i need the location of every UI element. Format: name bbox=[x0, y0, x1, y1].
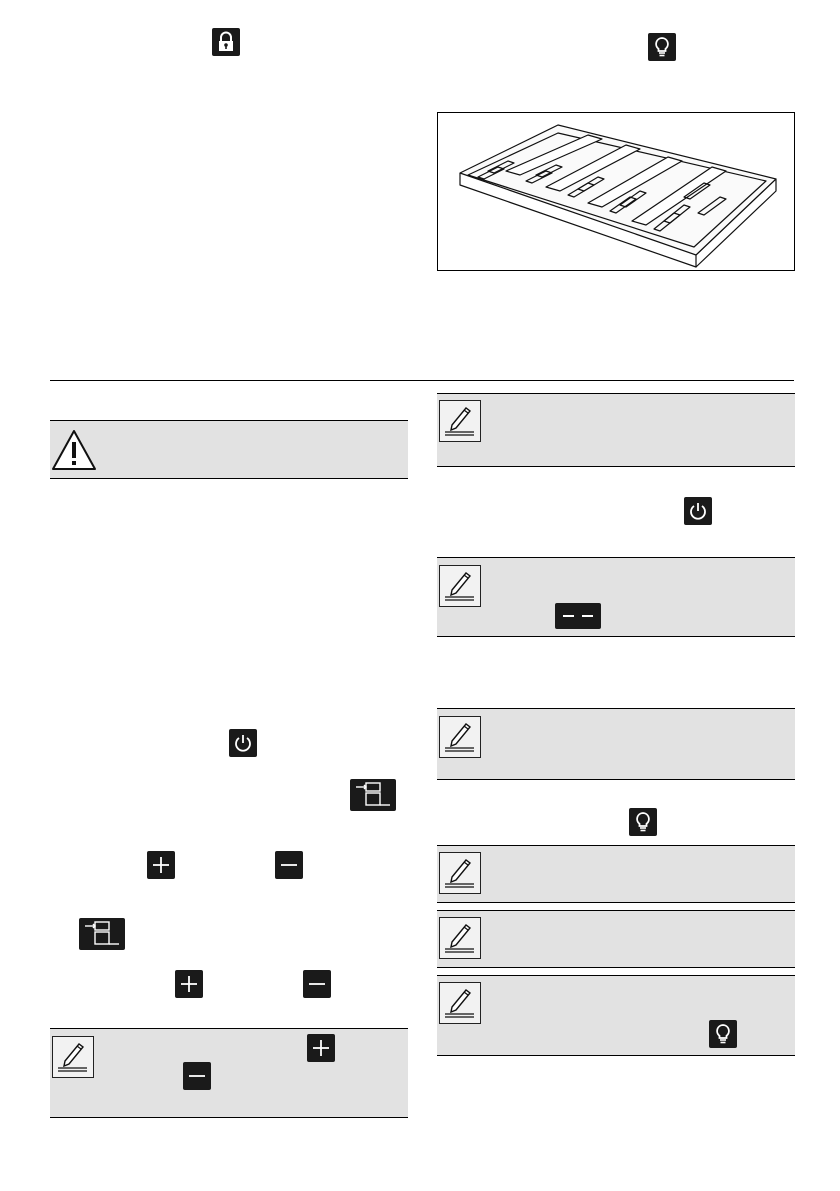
shelf-mode-icon bbox=[79, 918, 125, 950]
note-box-top-rule bbox=[437, 910, 795, 911]
double-dash-display-icon bbox=[555, 603, 601, 629]
note-box-bottom-rule bbox=[437, 636, 795, 637]
note-box-bottom-rule bbox=[437, 902, 795, 903]
warning-triangle-icon bbox=[51, 428, 97, 472]
note-box bbox=[437, 975, 795, 1055]
pencil-note-icon bbox=[439, 917, 481, 959]
warning-box-top-rule bbox=[50, 420, 408, 421]
pencil-note-icon bbox=[439, 716, 481, 758]
power-icon bbox=[684, 497, 712, 525]
pencil-note-icon bbox=[52, 1036, 94, 1078]
note-box-top-rule bbox=[437, 975, 795, 976]
note-box bbox=[437, 393, 795, 466]
minus-icon bbox=[183, 1062, 211, 1090]
note-box bbox=[437, 708, 795, 779]
plus-icon bbox=[175, 970, 203, 998]
note-box-top-rule bbox=[50, 1028, 408, 1029]
plus-icon bbox=[147, 851, 175, 879]
note-box-top-rule bbox=[437, 393, 795, 394]
note-box-bottom-rule bbox=[437, 466, 795, 467]
note-box bbox=[437, 910, 795, 967]
pencil-note-icon bbox=[439, 565, 481, 607]
light-bulb-icon bbox=[709, 1020, 737, 1048]
lock-icon bbox=[212, 28, 240, 56]
note-box bbox=[437, 845, 795, 902]
plus-icon bbox=[307, 1034, 335, 1062]
light-bulb-icon bbox=[629, 808, 657, 836]
wine-shelf-illustration bbox=[437, 112, 795, 271]
note-box-bottom-rule bbox=[437, 967, 795, 968]
light-bulb-icon bbox=[648, 33, 676, 61]
minus-icon bbox=[275, 851, 303, 879]
power-icon bbox=[229, 729, 257, 757]
note-box-bottom-rule bbox=[437, 1055, 795, 1056]
minus-icon bbox=[303, 970, 331, 998]
note-box-top-rule bbox=[437, 708, 795, 709]
note-box bbox=[50, 1028, 408, 1117]
shelf-mode-icon bbox=[350, 779, 396, 811]
note-box-bottom-rule bbox=[50, 1117, 408, 1118]
note-box-top-rule bbox=[437, 845, 795, 846]
note-box-top-rule bbox=[437, 557, 795, 558]
pencil-note-icon bbox=[439, 852, 481, 894]
note-box-bottom-rule bbox=[437, 779, 795, 780]
pencil-note-icon bbox=[439, 400, 481, 442]
warning-box-bottom-rule bbox=[50, 478, 408, 479]
pencil-note-icon bbox=[439, 982, 481, 1024]
warning-box bbox=[50, 420, 408, 478]
note-box bbox=[437, 557, 795, 636]
section-divider bbox=[50, 380, 794, 381]
